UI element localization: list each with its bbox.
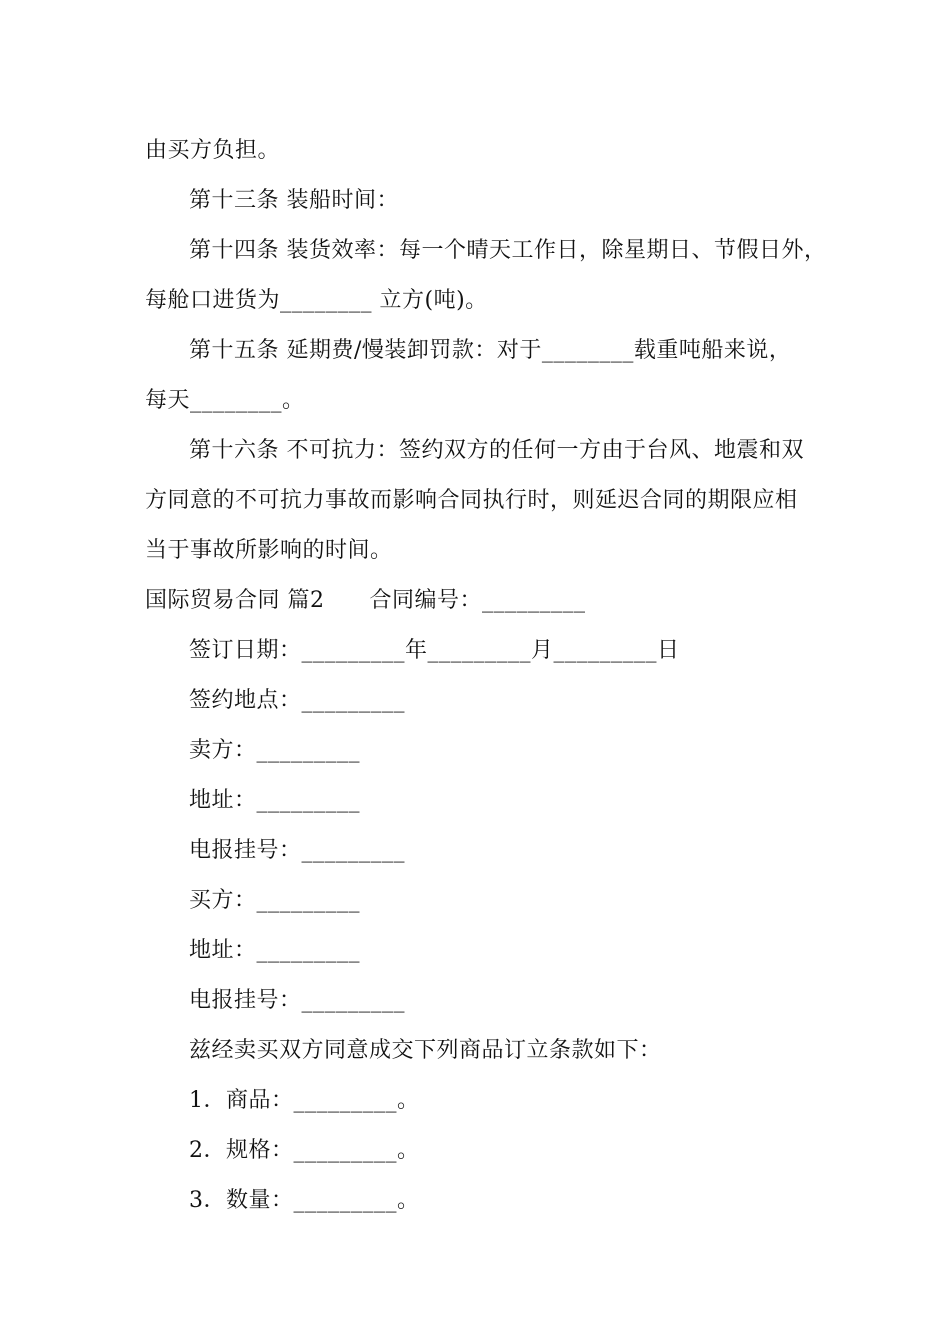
text-line: 每舱口进货为________ 立方(吨)。 [145,288,488,313]
seller-telegraph: 电报挂号：_________ [189,838,406,863]
text-line: 当于事故所影响的时间。 [145,538,393,563]
item-specification: 2．规格：_________。 [189,1138,420,1163]
item-quantity: 3．数量：_________。 [189,1188,420,1213]
clause-13: 第十三条 装船时间： [189,188,399,213]
signing-date: 签订日期：_________年_________月_________日 [189,638,680,663]
text-line: 方同意的不可抗力事故而影响合同执行时，则延迟合同的期限应相 [145,488,798,513]
buyer-address: 地址：_________ [189,938,361,963]
seller: 卖方：_________ [189,738,361,763]
text-line: 每天________。 [145,388,305,413]
clause-16: 第十六条 不可抗力：签约双方的任何一方由于台风、地震和双 [189,438,804,463]
agreement-intro: 兹经卖买双方同意成交下列商品订立条款如下： [189,1038,662,1063]
seller-address: 地址：_________ [189,788,361,813]
contract-heading: 国际贸易合同 篇2 合同编号：_________ [145,588,586,613]
text-line: 由买方负担。 [145,138,281,163]
signing-place: 签约地点：_________ [189,688,406,713]
clause-15: 第十五条 延期费/慢装卸罚款：对于________载重吨船来说， [189,338,792,363]
clause-14: 第十四条 装货效率：每一个晴天工作日，除星期日、节假日外， [189,238,827,263]
buyer: 买方：_________ [189,888,361,913]
buyer-telegraph: 电报挂号：_________ [189,988,406,1013]
item-commodity: 1．商品：_________。 [189,1088,420,1113]
